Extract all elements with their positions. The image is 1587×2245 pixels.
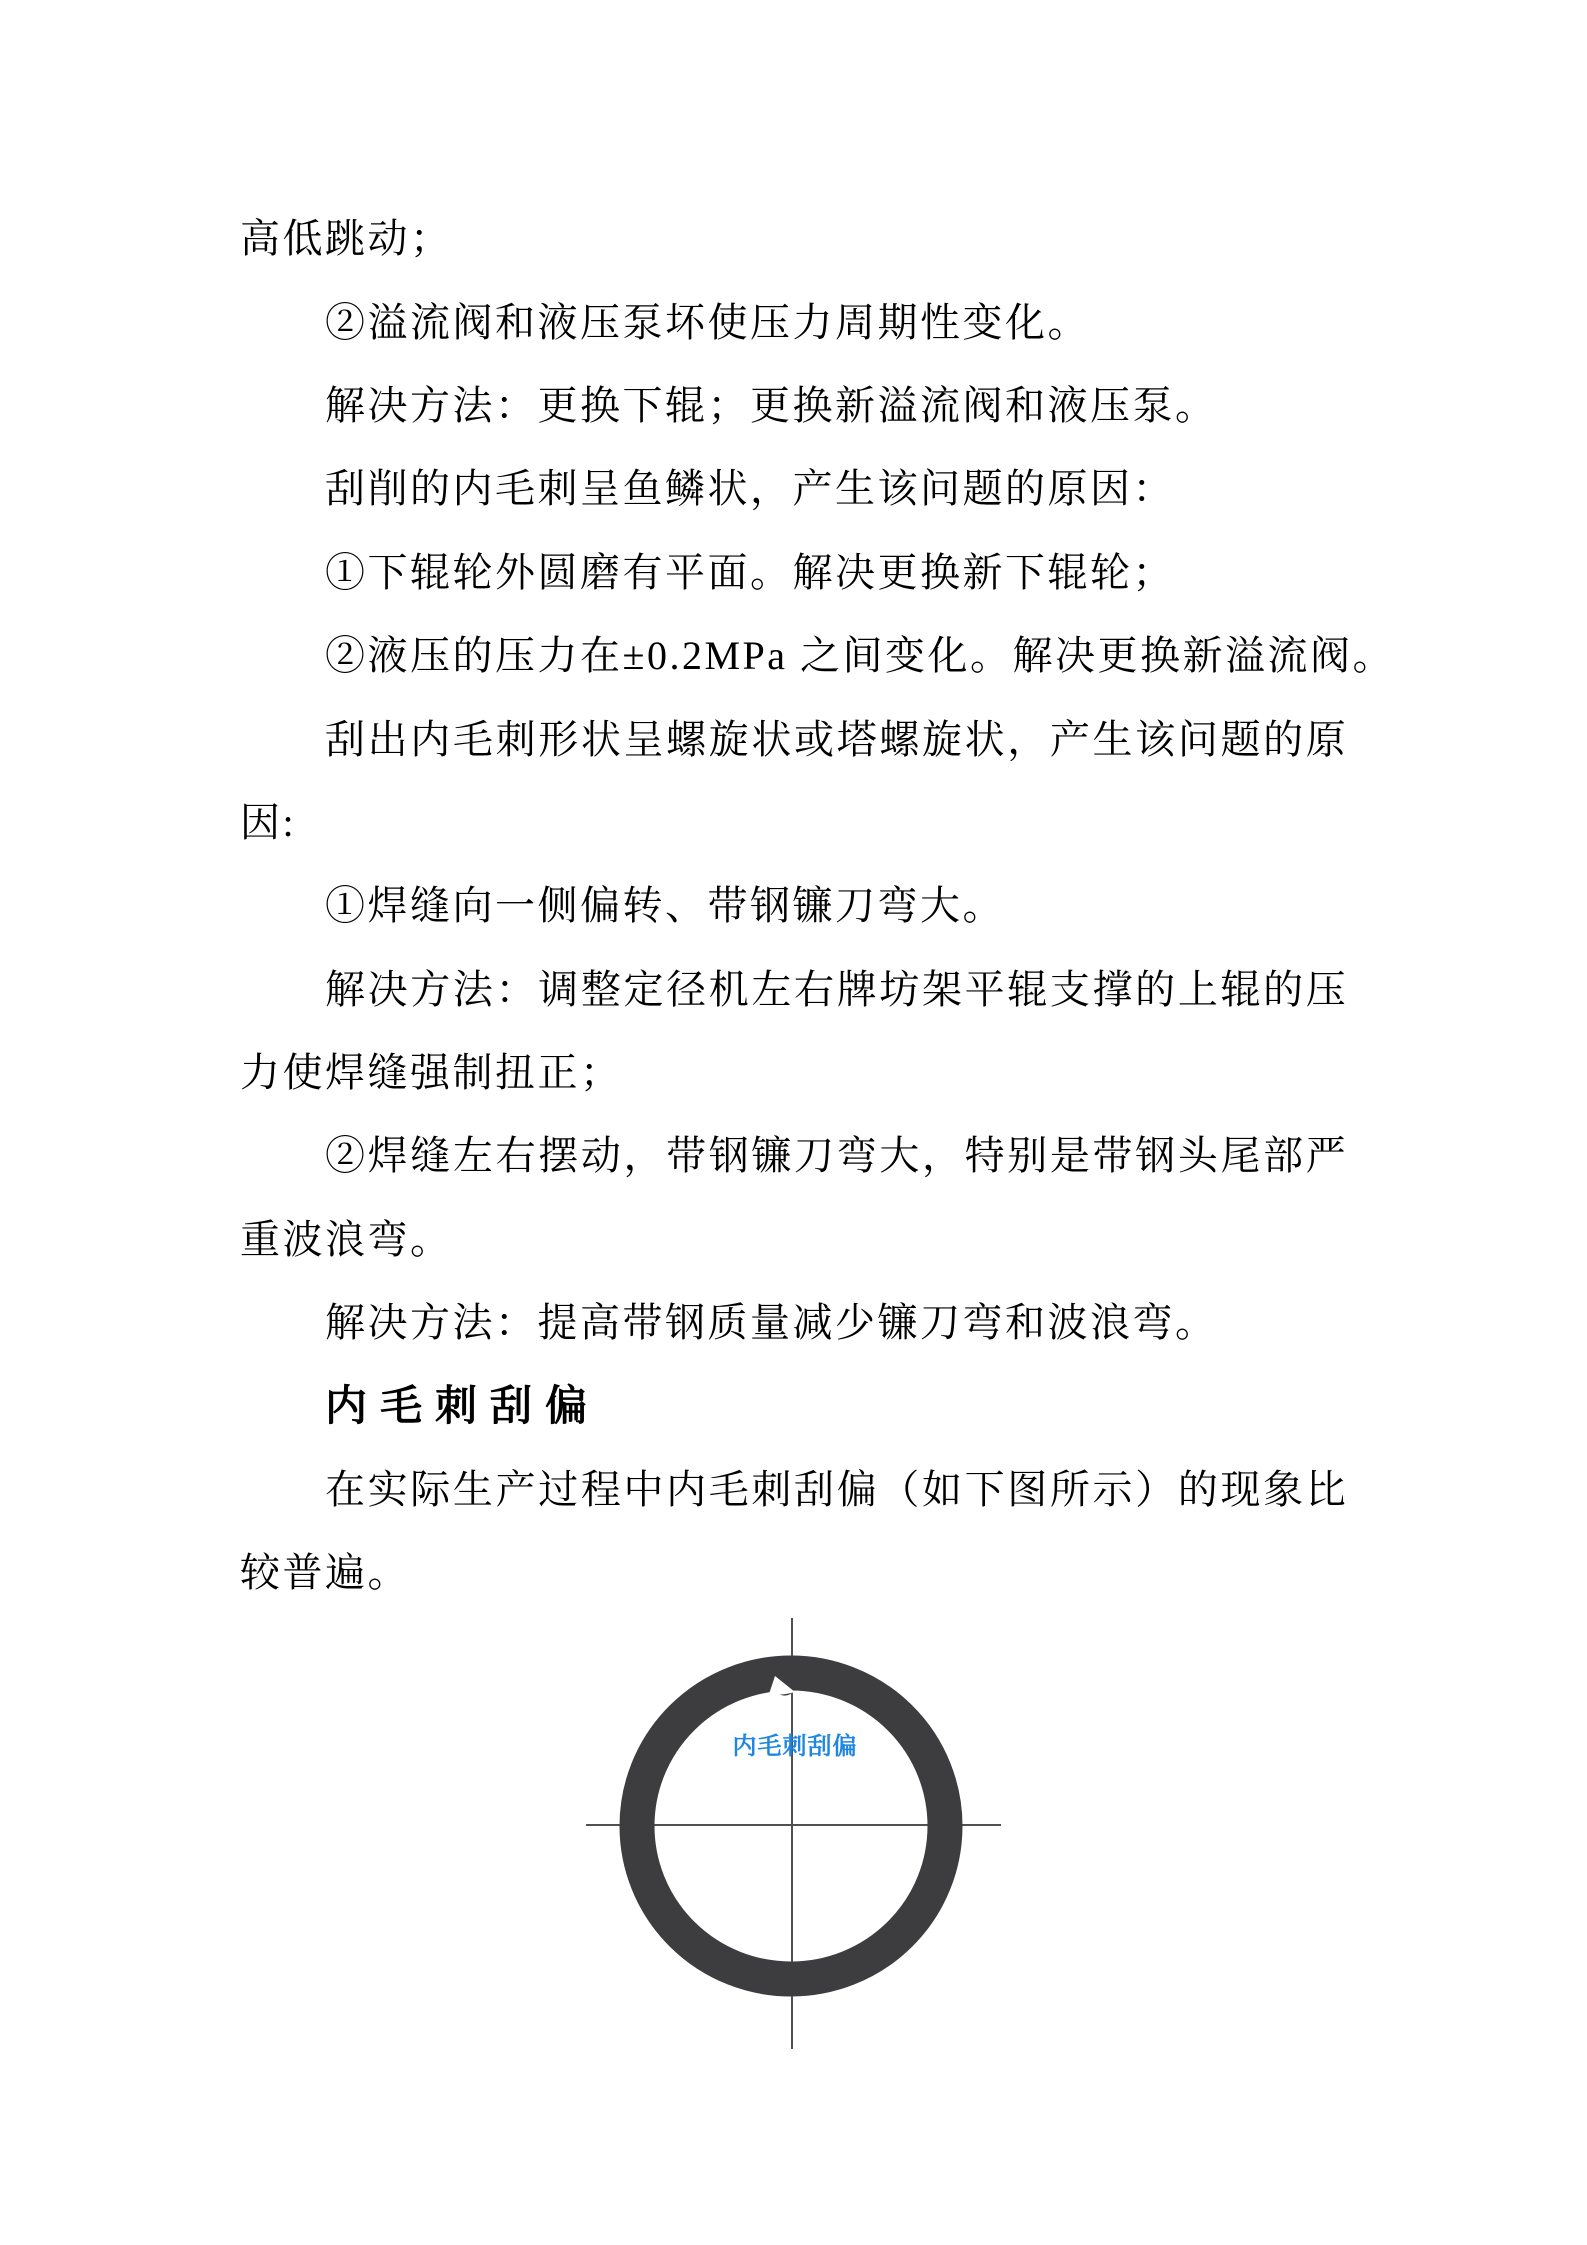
- text-line: 解 决 方 法 ： 调 整 定 径 机 左 右 牌 坊 架 平 辊 支 撑 的 上 辊 的 压: [325, 966, 1346, 1012]
- text-line: 因:: [240, 799, 297, 845]
- text-line: 较普遍。: [240, 1550, 410, 1596]
- text-line: 刮 出 内 毛 刺 形 状 呈 螺 旋 状 或 塔 螺 旋 状 ， 产 生 该 问 题 的 原: [325, 716, 1346, 762]
- text-line: ②溢流阀和液压泵坏使压力周期性变化。: [325, 299, 1090, 345]
- text-line: 重波浪弯。: [240, 1216, 453, 1262]
- text-line: ①下辊轮外圆磨有平面。解决更换新下辊轮；: [325, 549, 1175, 595]
- heading-line: 内毛刺刮偏: [325, 1384, 601, 1431]
- text-line: 力使焊缝强制扭正；: [240, 1050, 623, 1096]
- text-line: ② 焊 缝 左 右 摆 动 ， 带 钢 镰 刀 弯 大 ， 特 别 是 带 钢 头 尾 部 严: [325, 1133, 1346, 1179]
- text-line: 高低跳动；: [240, 216, 453, 262]
- text-line: 刮削的内毛刺呈鱼鳞状，产生该问题的原因：: [325, 466, 1175, 512]
- text-line: 解决方法：提高带钢质量减少镰刀弯和波浪弯。: [325, 1300, 1218, 1346]
- text-line: ②液压的压力在±0.2MPa 之间变化。解决更换新溢流阀。: [325, 633, 1396, 679]
- document-body-text: [240, 194, 1396, 1612]
- diagram-label: 内毛刺刮偏: [732, 1733, 858, 1760]
- text-line: 在 实 际 生 产 过 程 中 内 毛 刺 刮 偏 （ 如 下 图 所 示 ） 的 现 象 比: [325, 1467, 1346, 1513]
- text-line: ①焊缝向一侧偏转、带钢镰刀弯大。: [325, 883, 1005, 929]
- text-line: 解决方法：更换下辊；更换新溢流阀和液压泵。: [325, 382, 1218, 428]
- pipe-cross-section-diagram: [560, 1600, 1030, 2060]
